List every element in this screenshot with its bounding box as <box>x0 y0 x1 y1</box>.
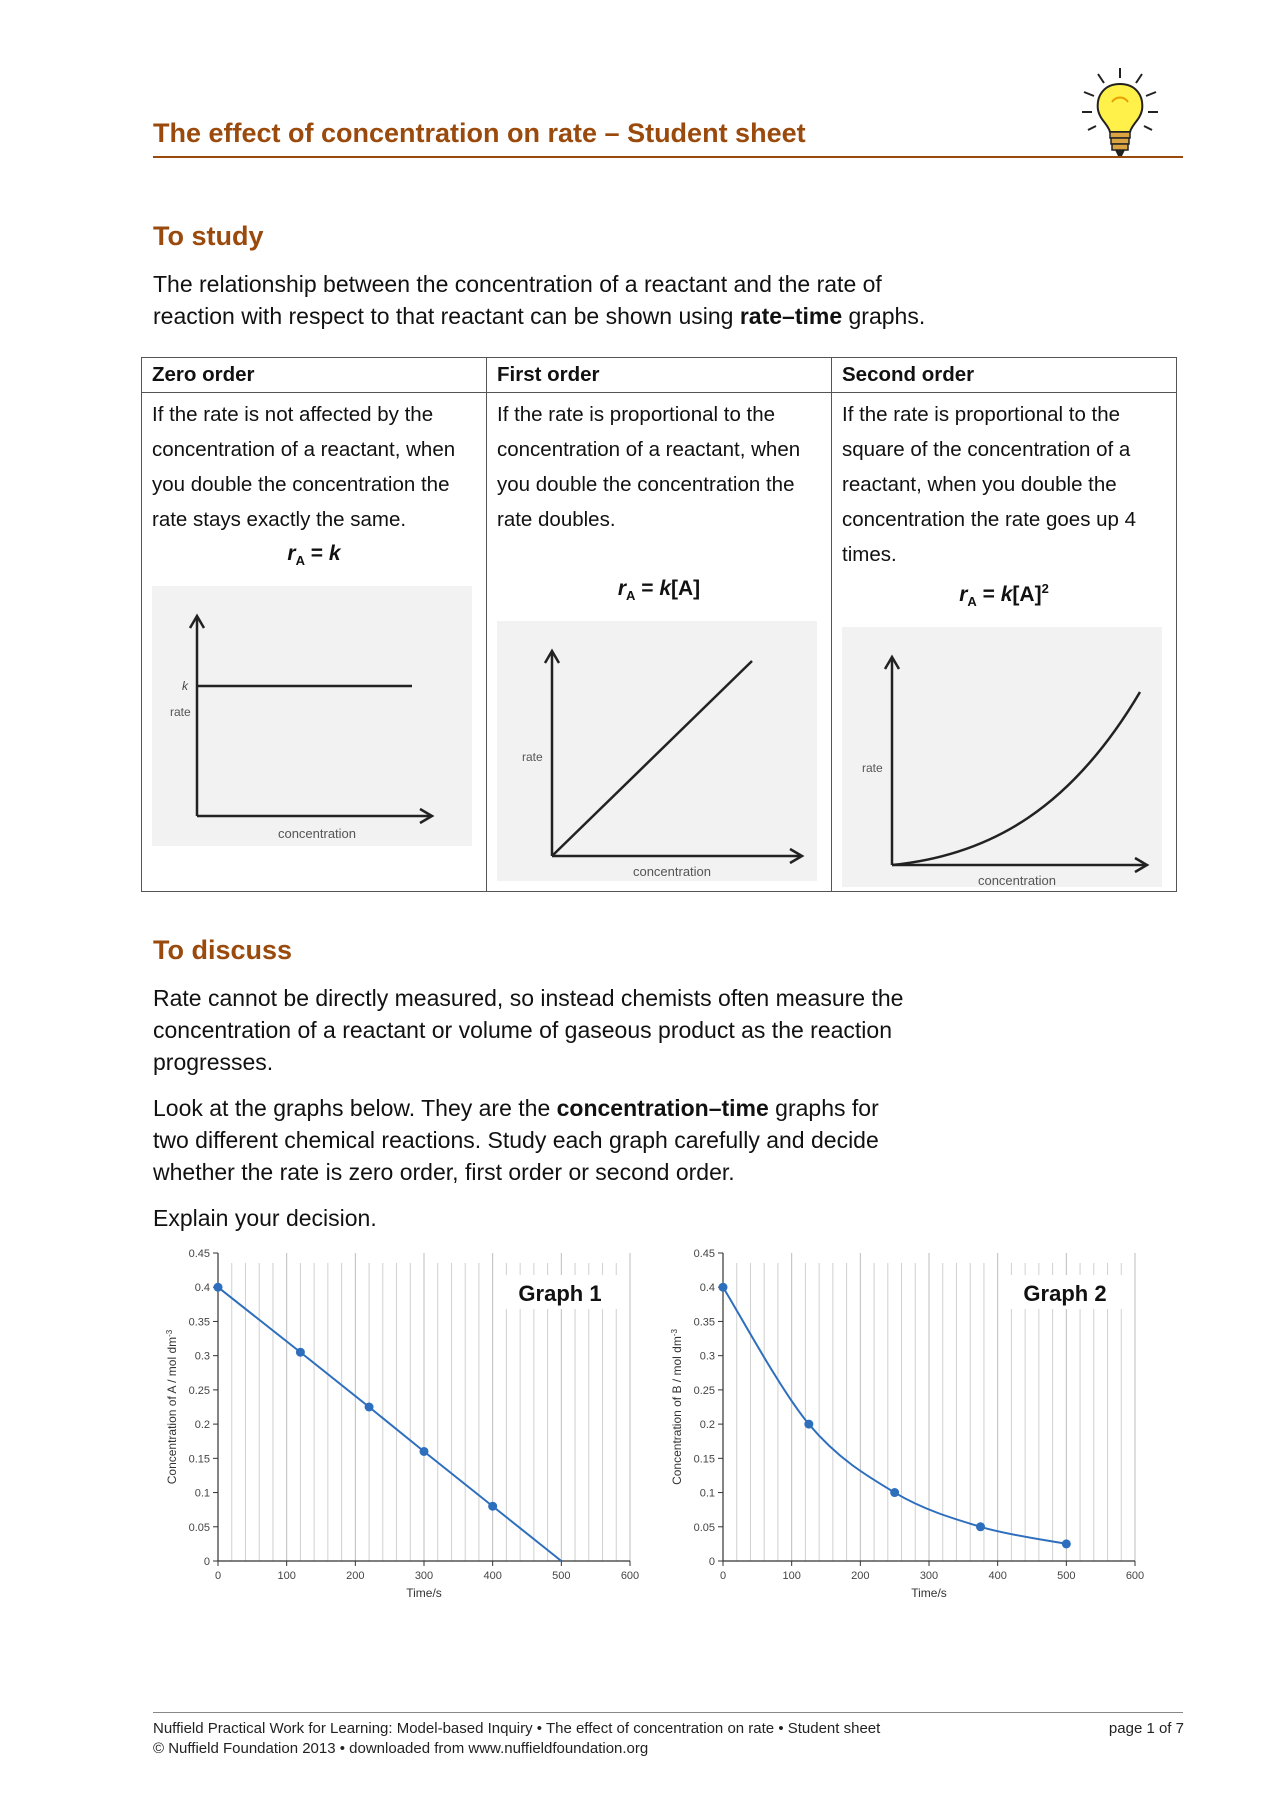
data-point <box>488 1502 497 1511</box>
data-point <box>365 1403 374 1412</box>
first-order-equation <box>497 574 821 611</box>
header-second-order: Second order <box>832 358 1177 393</box>
y-tick-label: 0.2 <box>699 1419 715 1432</box>
header-zero-order: Zero order <box>142 358 487 393</box>
footer-line-1: Nuffield Practical Work for Learning: Model-based Inquiry • The effect of concentration on rate • Student sheet <box>153 1720 881 1737</box>
to-study-paragraph <box>153 268 973 332</box>
eq-rate-symbol: r <box>287 542 296 565</box>
data-point <box>296 1348 305 1357</box>
to-study-bold-term: rate–time <box>739 303 843 329</box>
y-tick-label: 0.25 <box>693 1384 715 1397</box>
y-tick-label: 0.45 <box>693 1248 715 1260</box>
eq-equals: = <box>635 577 660 600</box>
eq-equals: = <box>976 583 1001 606</box>
y-axis-label-sup: -3 <box>164 1329 174 1337</box>
to-discuss-heading: To discuss <box>153 935 293 965</box>
x-axis-label: Time/s <box>406 1586 442 1600</box>
title-underline <box>153 156 1183 158</box>
zero-order-graph <box>152 586 472 846</box>
to-discuss-paragraph-1 <box>153 982 973 1078</box>
discuss-p1-line-1: Rate cannot be directly measured, so instead chemists often measure the <box>153 985 904 1011</box>
eq-subscript: A <box>626 588 636 604</box>
graph-background <box>842 627 1162 887</box>
eq-k: k <box>659 577 672 600</box>
data-point <box>420 1447 429 1456</box>
x-tick-label: 100 <box>782 1570 801 1582</box>
y-tick-label: 0.35 <box>693 1316 715 1329</box>
discuss-p2-line-3: whether the rate is zero order, first order or second order. <box>153 1159 735 1185</box>
y-tick-label: 0.35 <box>188 1316 210 1329</box>
eq-k: k <box>328 542 341 565</box>
eq-k: k <box>1000 583 1013 606</box>
graph-1-plot <box>165 1248 640 1600</box>
y-tick-label: 0.3 <box>699 1350 715 1363</box>
to-study-line-2 <box>153 300 973 332</box>
data-point <box>214 1283 223 1292</box>
second-order-equation <box>842 574 1166 617</box>
y-axis-label-sup: -3 <box>669 1329 679 1337</box>
second-order-description: If the rate is proportional to the square of the concentration of a reactant, when you double the concentration the rate goes up 4 times. <box>842 403 1137 566</box>
eq-rate-symbol: r <box>617 577 626 600</box>
to-discuss-paragraph-3: Explain your decision. <box>153 1205 377 1231</box>
y-axis-label <box>165 1329 180 1484</box>
graph-xlabel: concentration <box>632 864 712 880</box>
graph-2 <box>665 1245 1165 1615</box>
x-tick-label: 0 <box>214 1570 222 1582</box>
page-number: page 1 of 7 <box>1108 1720 1184 1737</box>
lightbulb-icon <box>1078 66 1162 160</box>
reaction-orders-table <box>141 357 1177 892</box>
eq-concentration: [A] <box>1012 583 1042 606</box>
graph-background <box>152 586 472 846</box>
cell-first-order <box>487 393 832 892</box>
discuss-p1-line-3: progresses. <box>153 1049 274 1075</box>
x-tick-label: 300 <box>414 1570 434 1582</box>
y-axis-label-text: Concentration of B / mol dm <box>670 1336 684 1485</box>
graph-xlabel: concentration <box>277 826 357 842</box>
eq-subscript: A <box>967 594 977 610</box>
x-tick-label: 600 <box>1125 1570 1145 1582</box>
discuss-p2-line-2: two different chemical reactions. Study each graph carefully and decide <box>153 1127 879 1153</box>
y-tick-label: 0 <box>203 1556 210 1568</box>
to-study-heading: To study <box>153 221 264 251</box>
y-tick-label: 0.25 <box>188 1384 210 1397</box>
eq-concentration: [A] <box>671 577 701 600</box>
zero-order-equation <box>152 539 476 576</box>
y-tick-label: 0.4 <box>699 1282 715 1295</box>
footer-line-2: © Nuffield Foundation 2013 • downloaded from www.nuffieldfoundation.org <box>153 1740 649 1757</box>
to-discuss-paragraph-2 <box>153 1092 973 1188</box>
discuss-p2-text: Look at the graphs below. They are the <box>153 1095 557 1121</box>
y-tick-label: 0.1 <box>194 1487 210 1500</box>
chart-title: Graph 1 <box>518 1281 602 1306</box>
discuss-p2-line-1 <box>153 1092 973 1124</box>
y-tick-label: 0.05 <box>188 1521 210 1534</box>
y-tick-label: 0.3 <box>194 1350 210 1363</box>
x-axis-label: Time/s <box>911 1586 947 1600</box>
x-tick-label: 0 <box>719 1570 727 1582</box>
y-axis-label-text: Concentration of A / mol dm <box>165 1336 179 1485</box>
eq-subscript: A <box>295 553 305 569</box>
y-tick-label: 0.15 <box>188 1453 210 1466</box>
k-label: k <box>182 679 188 694</box>
y-tick-label: 0.2 <box>194 1419 210 1432</box>
data-point <box>890 1488 899 1497</box>
eq-rate-symbol: r <box>959 583 968 606</box>
page-title: The effect of concentration on rate – Student sheet <box>153 118 806 148</box>
y-tick-label: 0.15 <box>693 1453 715 1466</box>
x-tick-label: 200 <box>851 1570 870 1582</box>
data-point <box>719 1283 728 1292</box>
y-tick-label: 0.05 <box>693 1521 715 1534</box>
data-point <box>1062 1539 1071 1548</box>
second-order-graph <box>842 627 1162 887</box>
series-line <box>218 1287 561 1561</box>
graph-ylabel: rate <box>522 750 543 765</box>
x-tick-label: 500 <box>552 1570 571 1582</box>
eq-superscript: 2 <box>1041 581 1049 596</box>
x-tick-label: 400 <box>483 1570 502 1582</box>
chart-title: Graph 2 <box>1023 1281 1107 1306</box>
first-order-graph <box>497 621 817 881</box>
y-tick-label: 0.45 <box>188 1248 210 1260</box>
x-tick-label: 100 <box>277 1570 296 1582</box>
y-tick-label: 0.4 <box>194 1282 210 1295</box>
discuss-p1-line-2: concentration of a reactant or volume of gaseous product as the reaction <box>153 1017 892 1043</box>
cell-zero-order <box>142 393 487 892</box>
footer-divider <box>153 1712 1183 1713</box>
to-study-line-1: The relationship between the concentration of a reactant and the rate of <box>153 271 882 297</box>
to-study-line-2-end: graphs. <box>842 303 926 329</box>
x-tick-label: 400 <box>988 1570 1007 1582</box>
cell-second-order <box>832 393 1177 892</box>
discuss-p2-end: graphs for <box>768 1095 879 1121</box>
y-tick-label: 0.1 <box>699 1487 715 1500</box>
x-tick-label: 200 <box>346 1570 365 1582</box>
x-tick-label: 600 <box>620 1570 640 1582</box>
series-line <box>723 1287 1066 1544</box>
discuss-bold-term: concentration–time <box>556 1095 769 1121</box>
zero-order-description: If the rate is not affected by the concentration of a reactant, when you double the concentration the rate stays exactly the same. <box>152 403 456 531</box>
data-point <box>976 1522 985 1531</box>
to-study-line-2-text: reaction with respect to that reactant can be shown using <box>153 303 740 329</box>
y-axis-label <box>670 1329 685 1485</box>
y-tick-label: 0 <box>708 1556 715 1568</box>
x-tick-label: 300 <box>919 1570 939 1582</box>
header-first-order: First order <box>487 358 832 393</box>
graph-1 <box>160 1245 660 1615</box>
graph-ylabel: rate <box>862 761 883 776</box>
graph-xlabel: concentration <box>977 873 1057 888</box>
graph-background <box>497 621 817 881</box>
graph-2-plot <box>670 1248 1145 1600</box>
eq-equals: = <box>304 542 329 565</box>
first-order-description: If the rate is proportional to the concentration of a reactant, when you double the concentration the rate doubles. <box>497 403 801 531</box>
x-tick-label: 500 <box>1057 1570 1076 1582</box>
graph-ylabel: rate <box>170 705 191 720</box>
data-point <box>804 1420 813 1429</box>
